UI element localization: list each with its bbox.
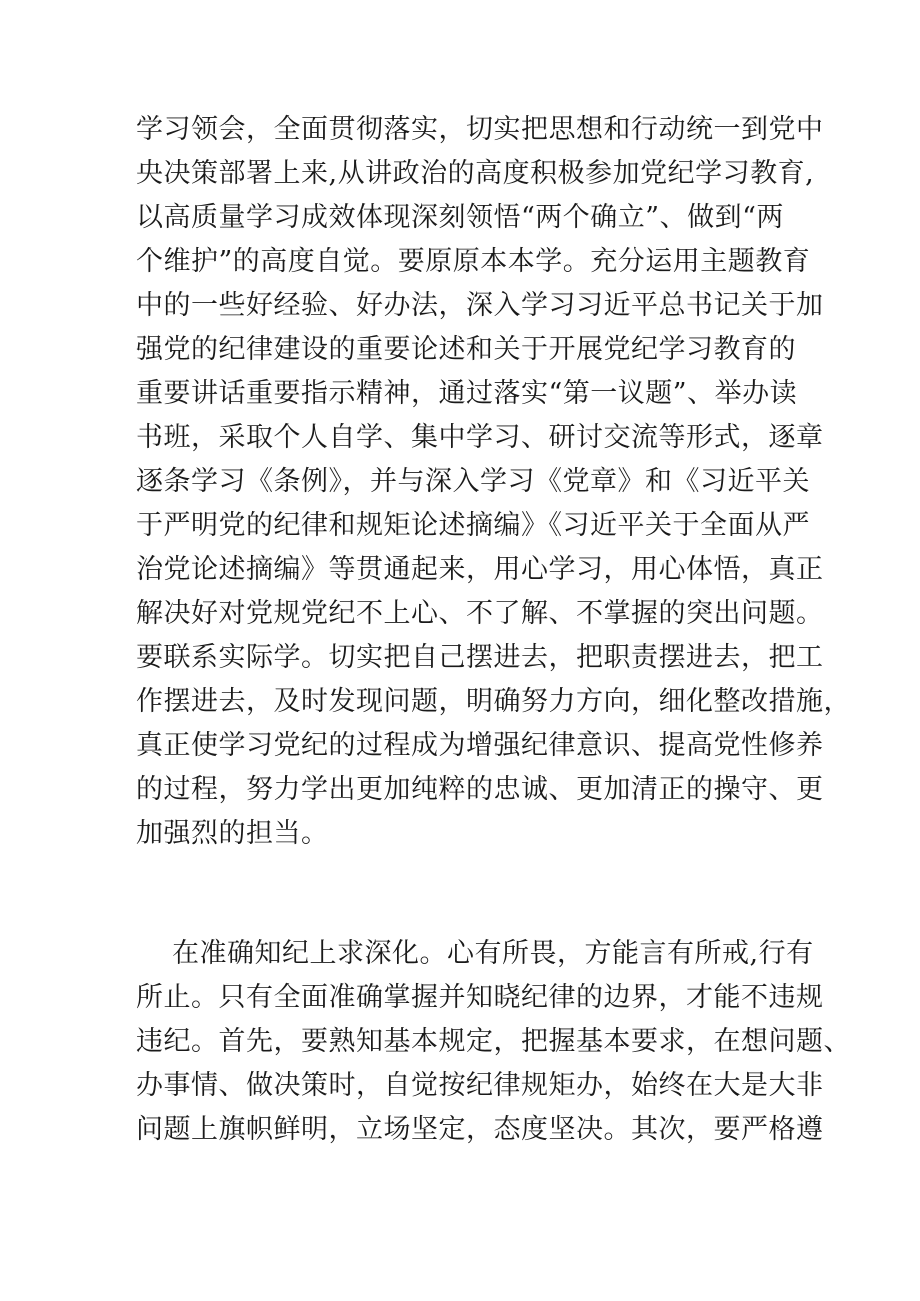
text-line: 作摆进去，及时发现问题，明确努力方向，细化整改措施， <box>136 686 851 717</box>
paragraph-1 <box>136 108 851 856</box>
text-line: 加强烈的担当。 <box>136 818 329 849</box>
text-line: 逐条学习《条例》，并与深入学习《党章》和《习近平关 <box>136 466 810 497</box>
text-line: 所止。只有全面准确掌握并知晓纪律的边界，才能不违规 <box>136 982 824 1013</box>
text-line: 书班，采取个人自学、集中学习、研讨交流等形式，逐章 <box>136 422 824 453</box>
text-line: 违纪。首先，要熟知基本规定，把握基本要求，在想问题、 <box>136 1026 851 1057</box>
text-line: 解决好对党规党纪不上心、不了解、不掌握的突出问题。 <box>136 598 824 629</box>
paragraph-2 <box>136 932 851 1152</box>
text-line: 央决策部署上来,从讲政治的高度积极参加党纪学习教育, <box>136 158 815 189</box>
text-line: 问题上旗帜鲜明，立场坚定，态度坚决。其次，要严格遵 <box>136 1114 824 1145</box>
text-line: 中的一些好经验、好办法，深入学习习近平总书记关于加 <box>136 290 824 321</box>
text-line: 于严明党的纪律和规矩论述摘编》《习近平关于全面从严 <box>136 510 810 541</box>
text-line: 个维护”的高度自觉。要原原本本学。充分运用主题教育 <box>136 246 811 277</box>
text-line: 强党的纪律建设的重要论述和关于开展党纪学习教育的 <box>136 334 796 365</box>
text-line: 重要讲话重要指示精神，通过落实“第一议题”、举办读 <box>136 378 798 409</box>
text-line: 真正使学习党纪的过程成为增强纪律意识、提高党性修养 <box>136 730 824 761</box>
text-line: 学习领会，全面贯彻落实，切实把思想和行动统一到党中 <box>136 114 824 145</box>
text-line: 治党论述摘编》等贯通起来，用心学习，用心体悟，真正 <box>136 554 824 585</box>
text-line: 要联系实际学。切实把自己摆进去，把职责摆进去，把工 <box>136 642 824 673</box>
text-line: 以高质量学习成效体现深刻领悟“两个确立”、做到“两 <box>136 202 784 233</box>
text-line: 的过程，努力学出更加纯粹的忠诚、更加清正的操守、更 <box>136 774 824 805</box>
text-line-indented: 在准确知纪上求深化。心有所畏，方能言有所戒,行有 <box>172 938 814 969</box>
text-line: 办事情、做决策时，自觉按纪律规矩办，始终在大是大非 <box>136 1070 824 1101</box>
